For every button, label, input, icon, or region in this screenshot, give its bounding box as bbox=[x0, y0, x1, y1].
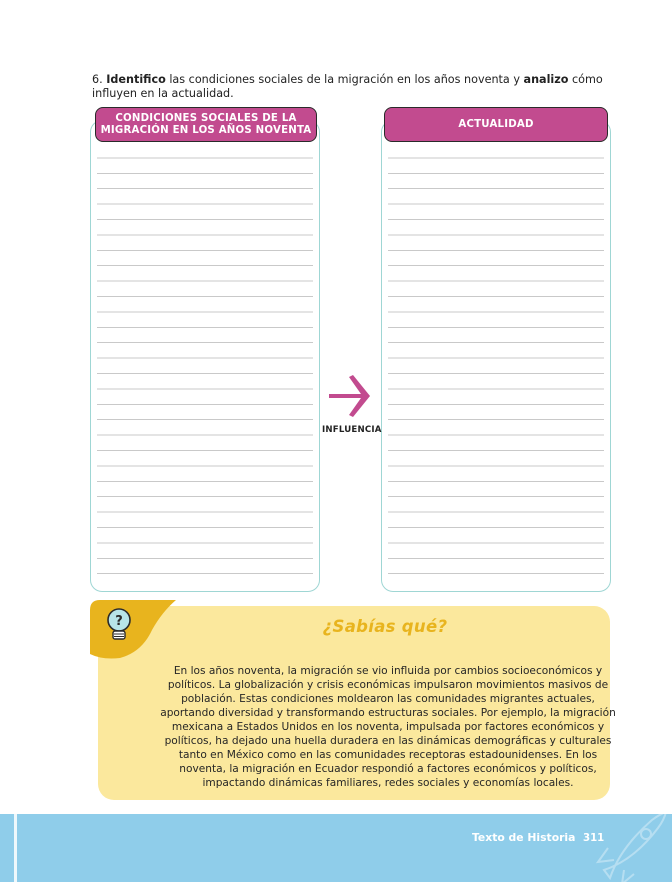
book-title: Texto de Historia bbox=[472, 831, 576, 844]
footer-divider bbox=[14, 814, 17, 886]
footer-bottom-edge bbox=[0, 882, 672, 886]
instruction-verb-analyze: analizo bbox=[523, 73, 569, 87]
right-answer-area[interactable] bbox=[381, 120, 611, 592]
right-column-header: ACTUALIDAD bbox=[384, 107, 608, 142]
influence-arrow-icon bbox=[327, 373, 371, 419]
right-writing-lines bbox=[388, 143, 604, 579]
influence-label: INFLUENCIA bbox=[322, 425, 382, 435]
instruction-number: 6. bbox=[92, 73, 103, 87]
rocket-icon bbox=[590, 808, 672, 884]
left-header-line2: MIGRACIÓN EN LOS AÑOS NOVENTA bbox=[100, 124, 312, 136]
instruction-text-part1: las condiciones sociales de la migración en los años noventa y bbox=[165, 73, 524, 87]
left-answer-area[interactable] bbox=[90, 120, 320, 592]
page-number: 311 bbox=[583, 833, 605, 844]
left-column-header bbox=[95, 107, 317, 142]
svg-text:?: ? bbox=[115, 614, 123, 629]
page-footer bbox=[0, 814, 672, 886]
lightbulb-question-icon bbox=[102, 606, 136, 642]
left-writing-lines bbox=[97, 143, 313, 579]
did-you-know-body: En los años noventa, la migración se vio influida por cambios socioeconómicos y políticos. La globalización y crisis económicas impulsaron movimientos masivos de población. Estas condiciones moldearon las comunidades migrantes actuales, aportando diversidad y transformando estructuras sociales. Por ejemplo, la migración mexicana a Estados Unidos en los noventa, impulsada por factores económicos y políticos, ha dejado una huella duradera en las dinámicas demográficas y culturales tanto en México como en las comunidades receptoras estadounidenses. En los noventa, la migración en Ecuador respondió a factores económicos y políticos, impactando dinámicas familiares, redes sociales y economías locales. bbox=[160, 664, 616, 790]
left-header-line1: CONDICIONES SOCIALES DE LA bbox=[115, 112, 297, 124]
instruction-verb-identify: Identifico bbox=[106, 73, 166, 87]
activity-instruction bbox=[92, 73, 617, 101]
did-you-know-title: ¿Sabías qué? bbox=[322, 617, 448, 636]
instruction-text-part2: cómo influyen en la actualidad. bbox=[92, 73, 603, 101]
